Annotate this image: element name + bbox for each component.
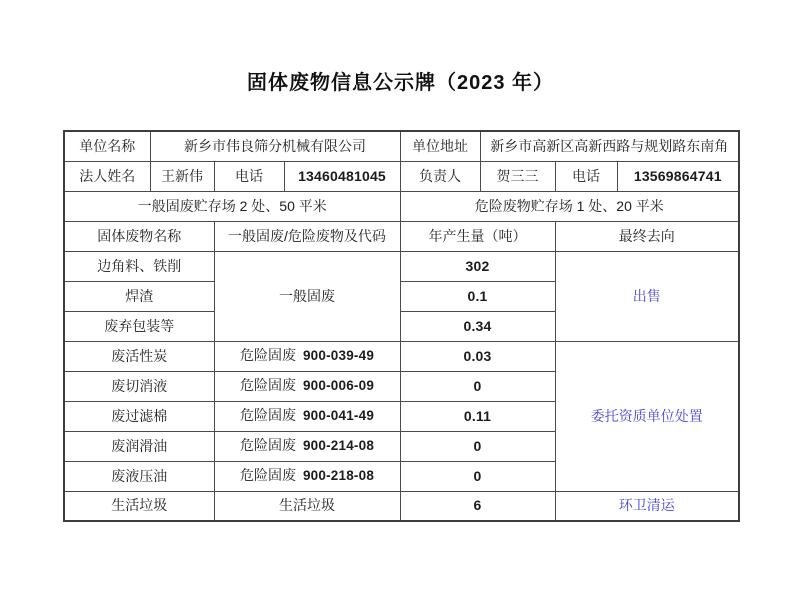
- waste-type-cell: 危险固废 900-006-09: [214, 371, 400, 401]
- amount-cell: 6: [400, 491, 555, 521]
- unit-name-label: 单位名称: [64, 131, 150, 161]
- waste-name-cell: 废过滤棉: [64, 401, 214, 431]
- phone2-label: 电话: [555, 161, 617, 191]
- general-storage-note: 一般固废贮存场 2 处、50 平米: [64, 191, 400, 221]
- legal-person-label: 法人姓名: [64, 161, 150, 191]
- waste-name-cell: 焊渣: [64, 281, 214, 311]
- header-type-code: 一般固废/危险废物及代码: [214, 221, 400, 251]
- waste-table-header-row: [64, 221, 739, 251]
- storage-note-row: [64, 191, 739, 221]
- waste-type-cell: 危险固废 900-039-49: [214, 341, 400, 371]
- solid-waste-notice-table: [63, 130, 740, 522]
- hazardous-storage-note: 危险废物贮存场 1 处、20 平米: [400, 191, 739, 221]
- phone1-label: 电话: [214, 161, 284, 191]
- unit-info-row: [64, 131, 739, 161]
- waste-name-cell: 废润滑油: [64, 431, 214, 461]
- waste-name-cell: 废切消液: [64, 371, 214, 401]
- waste-row: [64, 251, 739, 281]
- waste-type-cell: 危险固废 900-041-49: [214, 401, 400, 431]
- manager-value: 贺三三: [480, 161, 555, 191]
- amount-cell: 0.03: [400, 341, 555, 371]
- general-destination-cell: 出售: [555, 251, 739, 341]
- phone2-value: 13569864741: [617, 161, 739, 191]
- waste-name-cell: 废弃包装等: [64, 311, 214, 341]
- amount-cell: 0.11: [400, 401, 555, 431]
- waste-name-cell: 废活性炭: [64, 341, 214, 371]
- amount-cell: 0: [400, 431, 555, 461]
- garbage-destination-cell: 环卫清运: [555, 491, 739, 521]
- phone1-value: 13460481045: [284, 161, 400, 191]
- waste-name-cell: 废液压油: [64, 461, 214, 491]
- manager-label: 负责人: [400, 161, 480, 191]
- hazardous-destination-cell: 委托资质单位处置: [555, 341, 739, 491]
- page-title: 固体废物信息公示牌（2023 年）: [246, 72, 555, 94]
- amount-cell: 0: [400, 371, 555, 401]
- waste-name-cell: 生活垃圾: [64, 491, 214, 521]
- amount-cell: 0: [400, 461, 555, 491]
- legal-person-value: 王新伟: [150, 161, 214, 191]
- amount-cell: 0.1: [400, 281, 555, 311]
- header-waste-name: 固体废物名称: [64, 221, 214, 251]
- unit-name-value: 新乡市伟良筛分机械有限公司: [150, 131, 400, 161]
- waste-type-cell: 危险固废 900-214-08: [214, 431, 400, 461]
- amount-cell: 302: [400, 251, 555, 281]
- waste-name-cell: 边角料、铁削: [64, 251, 214, 281]
- waste-row: [64, 341, 739, 371]
- waste-type-cell: 危险固废 900-218-08: [214, 461, 400, 491]
- unit-address-label: 单位地址: [400, 131, 480, 161]
- general-type-cell: 一般固废: [214, 251, 400, 341]
- unit-address-value: 新乡市高新区高新西路与规划路东南角: [480, 131, 739, 161]
- waste-row: [64, 491, 739, 521]
- header-destination: 最终去向: [555, 221, 739, 251]
- header-annual-amount: 年产生量（吨）: [400, 221, 555, 251]
- amount-cell: 0.34: [400, 311, 555, 341]
- waste-type-cell: 生活垃圾: [214, 491, 400, 521]
- contact-info-row: [64, 161, 739, 191]
